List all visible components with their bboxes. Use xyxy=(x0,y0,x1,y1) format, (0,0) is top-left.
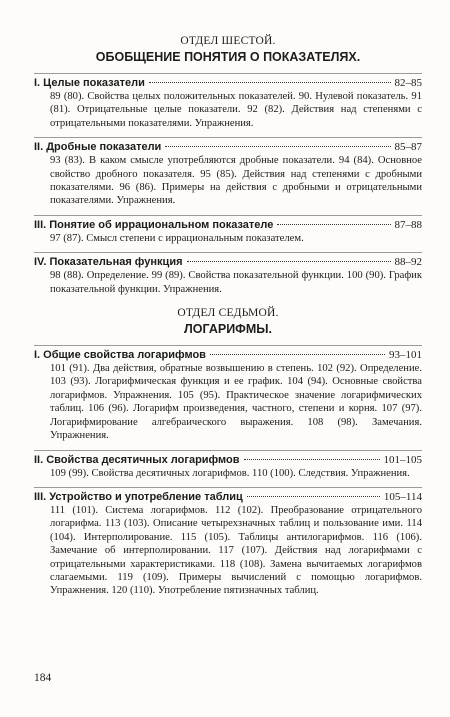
toc-page-range: 85–87 xyxy=(394,141,422,154)
toc-section xyxy=(34,453,422,480)
dot-leader xyxy=(277,224,390,225)
toc-section-title: IV. Показательная функция xyxy=(34,256,183,269)
dot-leader xyxy=(210,354,385,355)
toc-section-title: I. Целые показатели xyxy=(34,77,145,89)
toc-page-range: 101–105 xyxy=(383,453,422,466)
toc-section-body: 109 (99). Свойства десятичных логарифмов. 110 (100). Следствия. Упражнения. xyxy=(50,467,410,479)
dot-leader xyxy=(244,459,380,460)
toc-section xyxy=(34,490,422,598)
toc-section-body: 93 (83). В каком смысле употребляются дробные показатели. 94 (84). Основное свойство дробного показателя. 95 (85). Действия над степенями с дробными показателями. 96 (86). Примеры на действия с дробными и отрицательными показателями. Упражнения. xyxy=(50,155,422,207)
part-label: ОТДЕЛ ШЕСТОЙ. xyxy=(180,35,276,47)
toc-page-range: 82–85 xyxy=(394,77,422,89)
toc-section-header xyxy=(34,453,422,467)
toc-page-range: 93–101 xyxy=(389,349,422,362)
toc-section-title: I. Общие свойства логарифмов xyxy=(34,349,206,362)
toc-section xyxy=(34,255,422,296)
table-of-contents xyxy=(34,34,422,605)
dot-leader xyxy=(187,261,391,262)
toc-section-body: 97 (87). Смысл степени с иррациональным показателем. xyxy=(50,232,304,244)
toc-section-title: II. Дробные показатели xyxy=(34,141,162,154)
divider xyxy=(34,252,422,253)
toc-section-header xyxy=(34,348,422,362)
dot-leader xyxy=(247,496,380,497)
part-title: ЛОГАРИФМЫ. xyxy=(184,322,272,337)
part-label: ОТДЕЛ СЕДЬМОЙ. xyxy=(177,307,279,320)
toc-section xyxy=(34,348,422,442)
toc-section-header xyxy=(34,490,422,504)
toc-page-range: 87–88 xyxy=(394,218,422,231)
divider xyxy=(34,215,422,216)
toc-section xyxy=(34,76,422,130)
divider xyxy=(34,487,422,488)
toc-page-range: 88–92 xyxy=(394,256,422,269)
toc-section-title: III. Устройство и употребление таблиц xyxy=(34,490,243,503)
toc-section-header xyxy=(34,218,422,232)
toc-section-body: 111 (101). Система логарифмов. 112 (102). Преобразование отрицательного логарифма. 113 (103). Описание четырехзначных таблиц и пользование ими. 114 (104). Интерполирование. 115 (105). Таблицы антилогарифмов. 116 (106). Замечание об интерполировании. 117 (107). Действия над логарифмами с отрицательными характеристиками. 118 (108). Замена вычитаемых логарифмов слагаемыми. 119 (109). Примеры вычислений с помощью логарифмов. Упражнения. 120 (110). Употребление пятизначных таблиц. xyxy=(50,504,422,597)
divider xyxy=(34,73,422,74)
dot-leader xyxy=(165,146,390,147)
page-number: 184 xyxy=(34,672,52,684)
dot-leader xyxy=(149,82,391,83)
divider xyxy=(34,137,422,138)
toc-section xyxy=(34,140,422,208)
toc-section-body: 89 (80). Свойства целых положительных показателей. 90. Нулевой показатель. 91 (81). Отрицательные целые показатели. 92 (82). Действия над степенями с отрицательными показателями. Упражнения. xyxy=(50,91,422,129)
toc-page-range: 105–114 xyxy=(383,490,422,503)
toc-section-title: III. Понятие об иррациональном показателе xyxy=(34,218,274,231)
toc-section-header xyxy=(34,76,422,90)
toc-section-header xyxy=(34,140,422,154)
toc-section-title: II. Свойства десятичных логарифмов xyxy=(34,453,240,466)
divider xyxy=(34,345,422,346)
toc-section-body: 101 (91). Два действия, обратные возвышению в степень. 102 (92). Определение. 103 (93). Логарифмическая функция и ее график. 104 (94). Основные свойства логарифмов. Упражнения. 105 (95). Практическое значение логарифмических таблиц. 106 (96). Логарифм произведения, частного, степени и корня. 107 (97). Логарифмирование алгебраического выражения. 108 (98). Замечания. Упражнения. xyxy=(50,363,422,442)
toc-section-body: 98 (88). Определение. 99 (89). Свойства показательной функции. 100 (90). График показательной функции. Упражнения. xyxy=(50,270,422,295)
toc-section xyxy=(34,218,422,245)
toc-section-header xyxy=(34,255,422,269)
part-title: ОБОБЩЕНИЕ ПОНЯТИЯ О ПОКАЗАТЕЛЯХ. xyxy=(95,50,361,64)
divider xyxy=(34,450,422,451)
